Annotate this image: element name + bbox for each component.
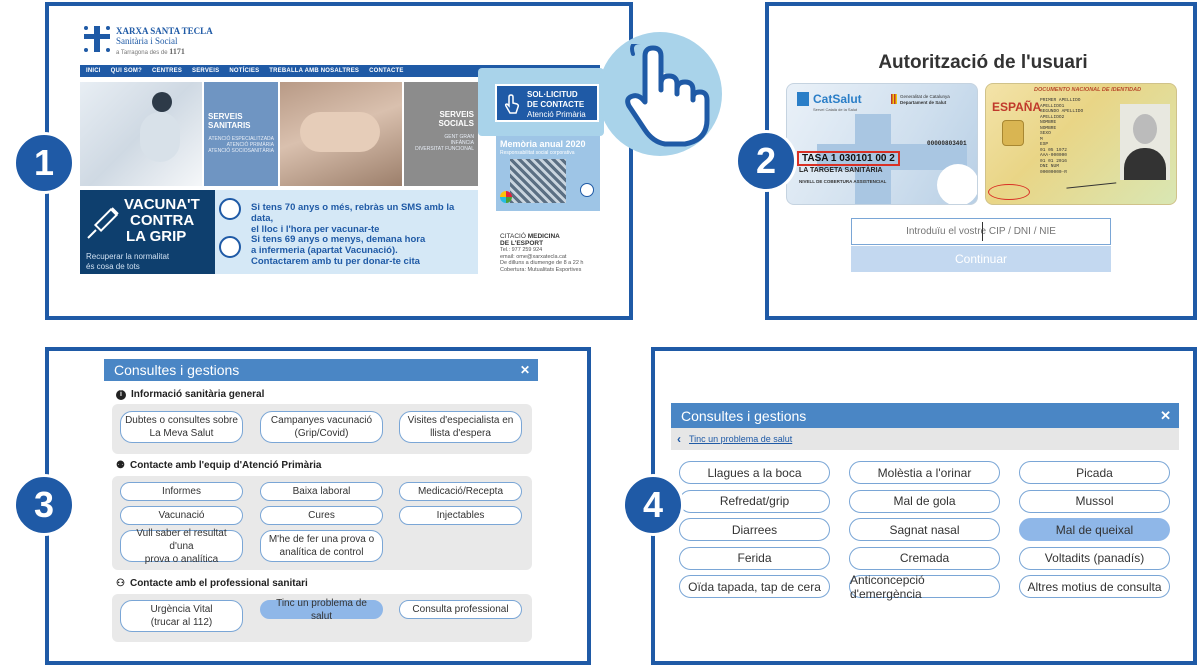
option-button[interactable]: Medicació/Recepta [399, 482, 522, 501]
doctor-icon: ⚇ [116, 578, 125, 589]
option-label: (Grip/Covid) [294, 428, 349, 439]
option-button[interactable]: Diarrees [679, 518, 830, 541]
modal-title: Consultes i gestions [681, 407, 807, 424]
modal-title: Consultes i gestions [114, 362, 240, 378]
card-line1: LA TARGETA SANITÀRIA [799, 167, 883, 174]
info1-line: Si tens 70 anys o més, rebràs un SMS amb la data, [251, 202, 455, 224]
dni-header: DOCUMENTO NACIONAL DE IDENTIDAD [1034, 87, 1142, 93]
option-button[interactable]: Vacunació [120, 506, 243, 525]
option-label: Vull saber el resultat d'una [136, 527, 227, 552]
step-badge-1: 1 [13, 132, 75, 194]
vaccine-tagline: és cosa de tots [86, 262, 140, 271]
dni-field: APELLIDO2 [1040, 114, 1065, 120]
serveis-socials-tile[interactable] [404, 82, 478, 186]
option-button[interactable]: Oïda tapada, tap de cera [679, 575, 830, 598]
citacio-bold: MEDICINA [527, 233, 560, 240]
health-problem-button[interactable] [260, 597, 383, 622]
section-primary-title: Contacte amb l'equip d'Atenció Primària [129, 460, 322, 471]
vaccine-info-box [215, 190, 478, 274]
dni-field: NOMBRE [1040, 125, 1057, 131]
logo[interactable] [80, 22, 240, 58]
breadcrumb-bar [671, 428, 1179, 450]
catsalut-name: CatSalut [813, 92, 862, 106]
option-label: M'he de fer una prova o [268, 534, 375, 545]
option-button[interactable]: Picada [1019, 461, 1170, 484]
departament-label: Departament de Salut [900, 100, 947, 105]
dni-field: APELLIDO1 [1040, 103, 1065, 109]
option-label: Consulta professional [412, 604, 509, 615]
modal-header [104, 359, 538, 381]
back-chevron-icon[interactable]: ‹ [677, 432, 681, 446]
option-button[interactable]: Refredat/grip [679, 490, 830, 513]
info2-line: a infermeria (apartat Vacunació). [251, 245, 398, 256]
nav-item[interactable]: SERVEIS [192, 68, 220, 74]
pointing-hand-icon [615, 44, 715, 154]
dni-photo [1120, 104, 1170, 180]
citacio-box[interactable] [500, 234, 600, 280]
dni-country: ESPAÑA [992, 100, 1042, 114]
option-button[interactable]: Informes [120, 482, 243, 501]
serveis-socials-title: SOCIALS [438, 119, 474, 128]
app-icon [580, 183, 594, 197]
serveis-socials-title: SERVEIS [439, 110, 474, 119]
option-button[interactable]: Mal de gola [849, 490, 1000, 513]
sms-icon [219, 198, 241, 220]
serveis-socials-line: DIVERSITAT FUNCIONAL [415, 146, 474, 152]
serveis-sanitaris-line: ATENCIÓ SOCIOSANITÀRIA [208, 148, 274, 154]
option-button[interactable]: Mussol [1019, 490, 1170, 513]
citacio-tel: Tel.: 977 259 924 [500, 247, 543, 253]
option-button[interactable] [120, 600, 243, 632]
contact-line3: Atenció Primària [527, 110, 586, 119]
card-number: 00000803401 [927, 140, 967, 147]
santa-tecla-cross-icon [80, 22, 114, 56]
dni-field: SEXO [1040, 131, 1051, 136]
nav-item[interactable]: QUI SOM? [110, 68, 142, 74]
catsalut-card [786, 83, 978, 205]
section-info-title: Informació sanitària general [131, 389, 265, 400]
nav-item[interactable]: CONTACTE [369, 68, 404, 74]
breadcrumb-link[interactable]: Tinc un problema de salut [689, 434, 793, 444]
option-label: Dubtes o consultes sobre [125, 415, 238, 426]
memoria-title: Memòria anual 2020 [500, 139, 586, 149]
serveis-sanitaris-title: SERVEIS SANITARIS [208, 112, 251, 130]
option-label: Tinc un problema de salut [276, 597, 367, 622]
citacio-hours: De dilluns a diumenge de 8 a 22 h [500, 260, 584, 266]
nav-item[interactable]: INICI [86, 68, 101, 74]
option-button[interactable]: Ferida [679, 547, 830, 570]
serveis-sanitaris-line: ATENCIÓ ESPECIALITZADA [208, 136, 274, 142]
syringe-icon [84, 204, 122, 242]
option-button[interactable]: Voltadits (panadís) [1019, 547, 1170, 570]
option-button[interactable]: Altres motius de consulta [1019, 575, 1170, 598]
citacio-label: CITACIÓ [500, 233, 526, 240]
hands-photo [280, 82, 402, 186]
option-button[interactable]: Injectables [399, 506, 522, 525]
section-info [116, 389, 264, 400]
option-label: Visites d'especialista en [407, 415, 514, 426]
option-label: prova o analítica [144, 553, 219, 565]
serveis-sanitaris-tile[interactable] [204, 82, 278, 186]
option-label: Campanyes vacunació [270, 415, 373, 426]
option-button[interactable] [120, 527, 243, 565]
dni-signature [1066, 175, 1117, 188]
dni-field: 00000000-R [1040, 169, 1068, 175]
card-line2: NIVELL DE COBERTURA ASSISTENCIAL [799, 179, 887, 184]
dni-field: PRIMER APELLIDO [1040, 98, 1081, 103]
contact-line1: SOL·LICITUD [527, 90, 578, 99]
dni-chip [1002, 120, 1024, 146]
dni-field: DNI NUM [1040, 164, 1059, 169]
cip-code: TASA 1 030101 00 2 [797, 151, 900, 166]
step-badge-2: 2 [735, 130, 797, 192]
dni-field: 01 01 2016 [1040, 158, 1068, 164]
card-chip-shape [937, 164, 978, 205]
dni-number-highlight [988, 184, 1030, 200]
memoria-box[interactable] [496, 135, 600, 211]
dni-field: NOMBRE [1040, 120, 1057, 125]
option-button[interactable] [399, 600, 522, 619]
info1-line: el lloc i l'hora per vacunar-te [251, 224, 380, 235]
vaccine-tagline: Recuperar la normalitat [86, 252, 170, 261]
vaccine-line1: VACUNA'T [124, 196, 200, 213]
option-label: llista d'espera [430, 428, 491, 439]
vaccine-line3: LA GRIP [126, 228, 187, 245]
modal-header [671, 403, 1179, 428]
team-icon: ⚉ [116, 460, 125, 471]
option-button[interactable]: Llagues a la boca [679, 461, 830, 484]
option-button[interactable] [260, 530, 383, 562]
nav-item[interactable]: CENTRES [151, 68, 183, 74]
catsalut-sub: Servei Català de la Salut [813, 107, 858, 112]
continue-button[interactable]: Continuar [851, 246, 1111, 272]
doctor-photo [80, 82, 202, 186]
memoria-subtitle: Responsabilitat social corporativa [500, 150, 575, 156]
contact-line2: DE CONTACTE [527, 100, 585, 109]
option-button[interactable]: Cremada [849, 547, 1000, 570]
close-icon[interactable]: ✕ [1160, 407, 1171, 423]
option-button[interactable]: Molèstia a l'orinar [849, 461, 1000, 484]
serveis-sanitaris-line: ATENCIÓ PRIMÀRIA [226, 142, 274, 148]
vaccine-line2: CONTRA [130, 212, 195, 229]
logo-subtitle: Sanitària i Social [116, 36, 178, 46]
option-button[interactable]: Anticoncepció d'emergència [849, 575, 1000, 598]
dni-card [985, 83, 1177, 205]
nav-item[interactable]: NOTÍCIES [229, 68, 260, 74]
sdg-wheel-icon [500, 191, 512, 203]
close-icon[interactable]: ✕ [519, 363, 530, 377]
dni-field: AAA-000000 [1040, 153, 1068, 158]
option-button[interactable]: Cures [260, 506, 383, 525]
option-label: Urgència Vital [150, 604, 213, 615]
vaccine-banner[interactable] [80, 190, 215, 274]
citacio-cover: Cobertura: Mutualitats Esportives [500, 266, 582, 273]
touch-icon [503, 93, 521, 115]
info2-line: Contactarem amb tu per donar-te cita [251, 256, 420, 267]
dni-field: M [1040, 136, 1043, 142]
input-cursor [982, 222, 983, 241]
serveis-socials-line: GENT GRAN [444, 134, 474, 140]
option-label: La Meva Salut [149, 428, 214, 439]
nurse-icon [219, 236, 241, 258]
logo-year: 1171 [169, 47, 185, 56]
citacio-line2: DE L'ESPORT [500, 239, 544, 247]
option-label: (trucar al 112) [150, 617, 213, 628]
logo-tagline: a Tarragona des de [116, 50, 168, 56]
contact-request-button[interactable] [495, 84, 599, 122]
dni-fields [1040, 98, 1116, 175]
option-button[interactable] [399, 411, 522, 443]
cip-input[interactable] [851, 218, 1111, 245]
option-button[interactable]: Sagnat nasal [849, 518, 1000, 541]
step-badge-3: 3 [13, 474, 75, 536]
info-circle-icon: i [116, 390, 126, 400]
logo-title: XARXA SANTA TECLA [116, 26, 213, 36]
dni-field: SEGUNDO APELLIDO [1040, 109, 1084, 114]
option-button[interactable]: Baixa laboral [260, 482, 383, 501]
option-label: analítica de control [279, 547, 364, 558]
option-button[interactable] [120, 411, 243, 443]
citacio-email: email: ome@xarxatecla.cat [500, 253, 567, 260]
option-button[interactable] [260, 411, 383, 443]
step-badge-4: 4 [622, 474, 684, 536]
memoria-image [510, 159, 566, 203]
catsalut-logo [797, 92, 809, 106]
generalitat-label: Generalitat de Catalunya [900, 94, 950, 99]
serveis-socials-line: INFÀNCIA [450, 140, 474, 146]
info2-line: Si tens 69 anys o menys, demana hora [251, 234, 426, 245]
generalitat-logo [891, 94, 897, 104]
section-professional [116, 578, 308, 589]
dni-field: ESP [1040, 142, 1049, 147]
section-professional-title: Contacte amb el professional sanitari [129, 578, 308, 589]
dni-field: 01 05 1972 [1040, 147, 1068, 153]
selected-option-button[interactable]: Mal de queixal [1019, 518, 1170, 541]
auth-title: Autorització de l'usuari [878, 52, 1088, 73]
nav-item[interactable]: TREBALLA AMB NOSALTRES [269, 68, 360, 74]
section-primary [116, 460, 321, 471]
